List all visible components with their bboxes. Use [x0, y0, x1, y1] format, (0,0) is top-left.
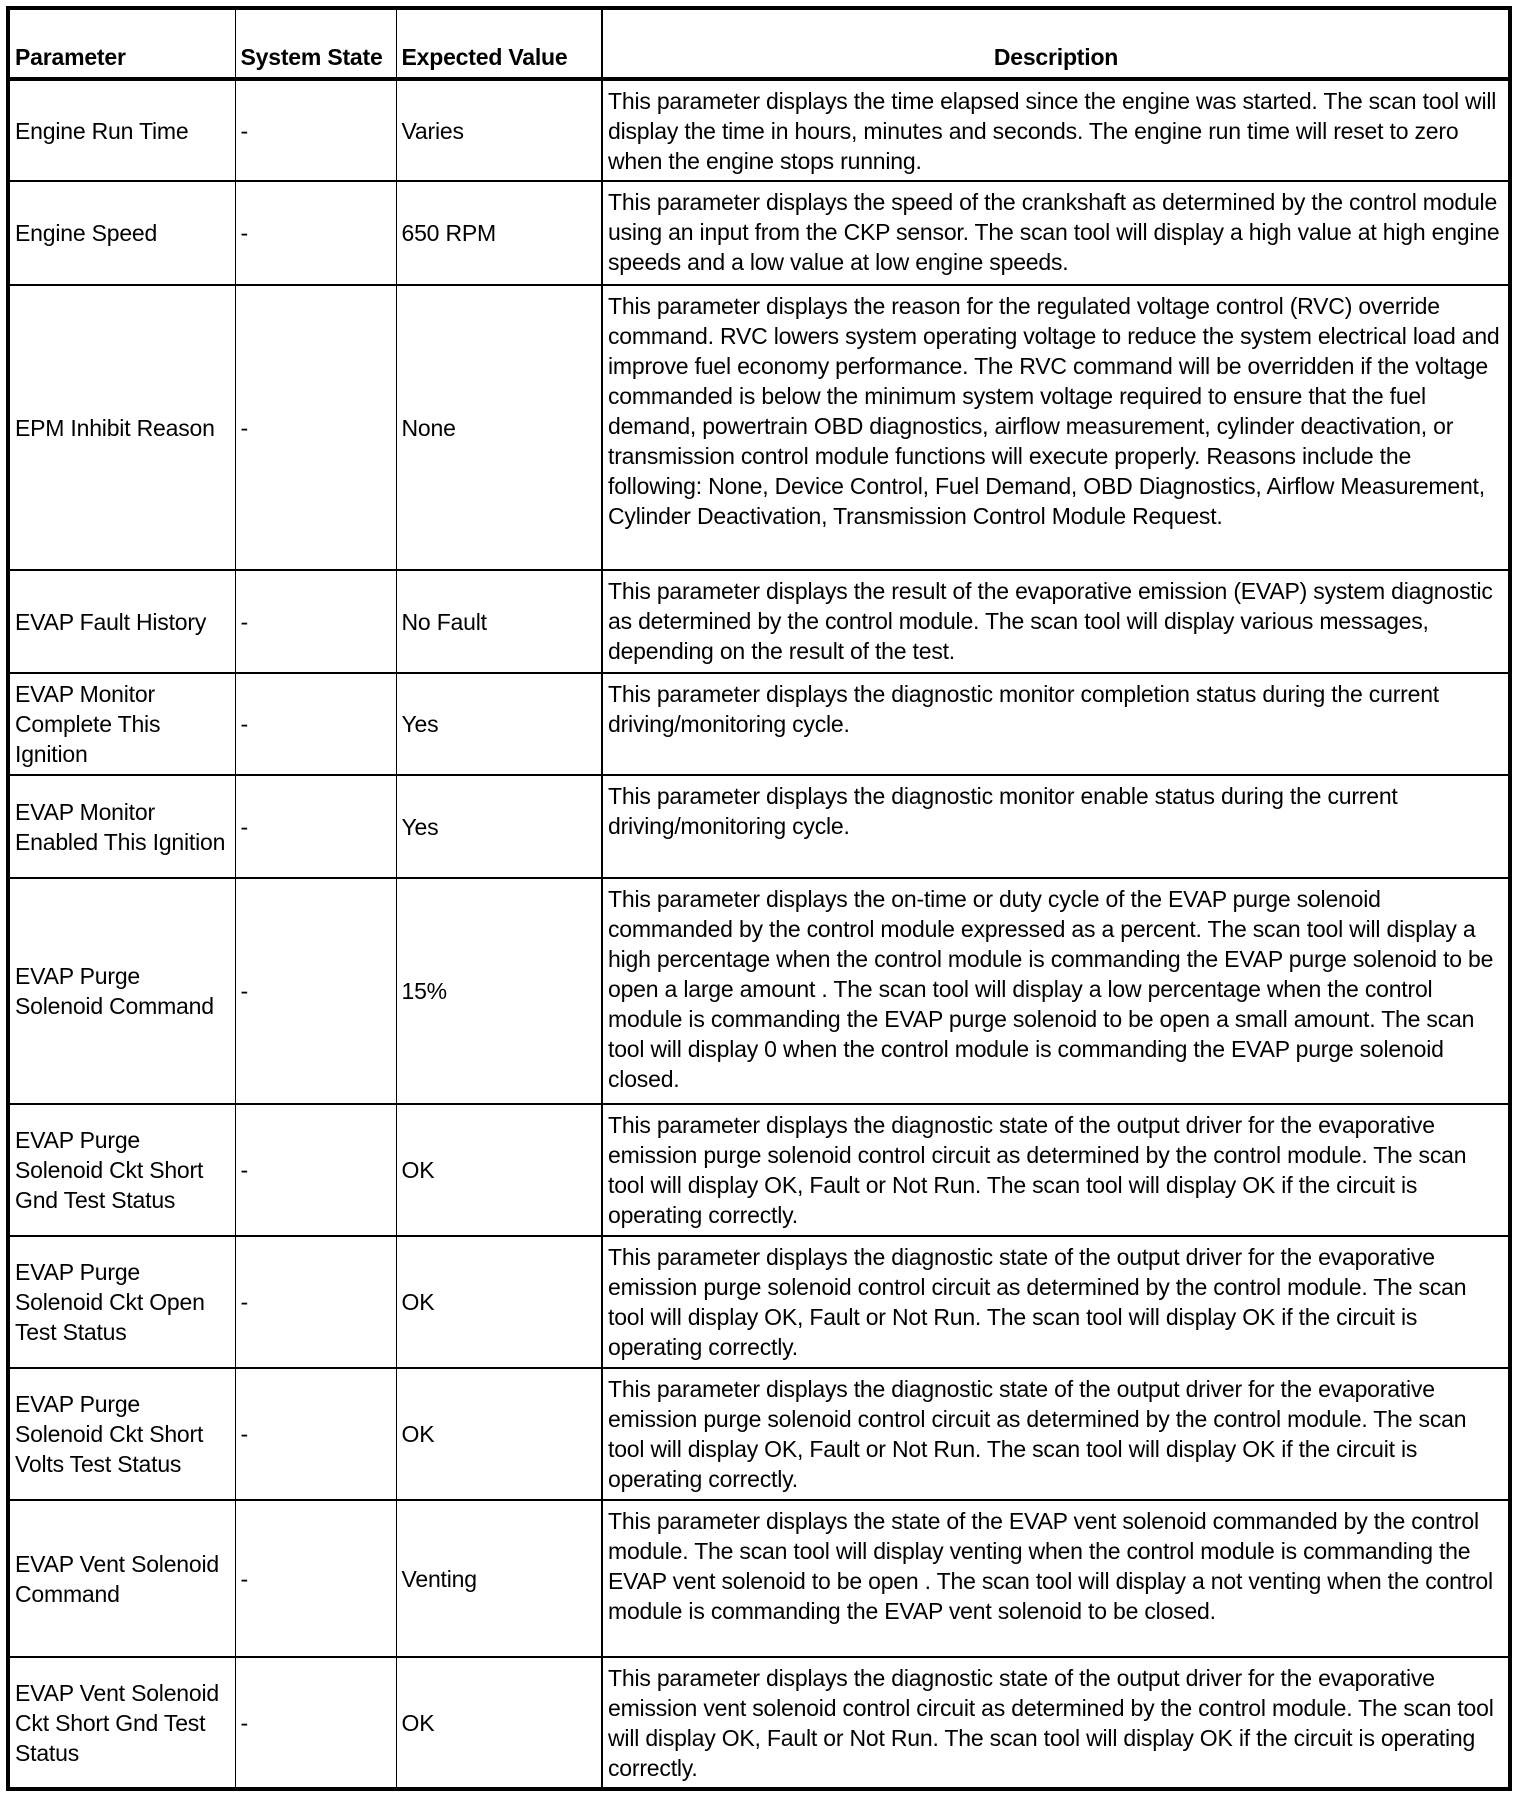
- expected-value-cell: Venting: [396, 1500, 602, 1657]
- description-cell: This parameter displays the time elapsed since the engine was started. The scan tool will display the time in hours, minutes and seconds. The engine run time will reset to zero when the engine stops running.: [602, 79, 1510, 181]
- parameter-cell: EPM Inhibit Reason: [8, 285, 235, 570]
- parameter-cell: Engine Run Time: [8, 79, 235, 181]
- parameter-cell: EVAP Purge Solenoid Ckt Short Volts Test Status: [8, 1368, 235, 1500]
- system-state-cell: -: [235, 181, 396, 285]
- expected-value-cell: Yes: [396, 673, 602, 775]
- description-cell: This parameter displays the on-time or duty cycle of the EVAP purge solenoid commanded by the control module expressed as a percent. The scan tool will display a high percentage when the control module is commanding the EVAP purge solenoid to be open a large amount . The scan tool will display a low percentage when the control module is commanding the EVAP purge solenoid to be open a small amount. The scan tool will display 0 when the control module is commanding the EVAP purge solenoid closed.: [602, 878, 1510, 1104]
- parameter-table: [6, 6, 1512, 1791]
- description-cell: This parameter displays the diagnostic state of the output driver for the evaporative emission vent solenoid control circuit as determined by the control module. The scan tool will display OK, Fault or Not Run. The scan tool will display OK if the circuit is operating correctly.: [602, 1657, 1510, 1789]
- expected-value-cell: OK: [396, 1236, 602, 1368]
- expected-value-cell: 650 RPM: [396, 181, 602, 285]
- table-row: [8, 181, 1510, 285]
- expected-value-cell: No Fault: [396, 570, 602, 673]
- system-state-cell: -: [235, 1500, 396, 1657]
- expected-value-cell: Yes: [396, 775, 602, 878]
- expected-value-cell: 15%: [396, 878, 602, 1104]
- table-row: [8, 878, 1510, 1104]
- description-cell: This parameter displays the diagnostic state of the output driver for the evaporative emission purge solenoid control circuit as determined by the control module. The scan tool will display OK, Fault or Not Run. The scan tool will display OK if the circuit is operating correctly.: [602, 1368, 1510, 1500]
- parameter-cell: EVAP Vent Solenoid Ckt Short Gnd Test Status: [8, 1657, 235, 1789]
- parameter-cell: EVAP Fault History: [8, 570, 235, 673]
- system-state-cell: -: [235, 79, 396, 181]
- parameter-cell: EVAP Monitor Enabled This Ignition: [8, 775, 235, 878]
- description-cell: This parameter displays the speed of the crankshaft as determined by the control module using an input from the CKP sensor. The scan tool will display a high value at high engine speeds and a low value at low engine speeds.: [602, 181, 1510, 285]
- table-row: [8, 79, 1510, 181]
- description-cell: This parameter displays the reason for the regulated voltage control (RVC) override command. RVC lowers system operating voltage to reduce the system electrical load and improve fuel economy performance. The RVC command will be overridden if the voltage commanded is below the minimum system voltage required to ensure that the fuel demand, powertrain OBD diagnostics, airflow measurement, cylinder deactivation, or transmission control module functions will execute properly. Reasons include the following: None, Device Control, Fuel Demand, OBD Diagnostics, Airflow Measurement, Cylinder Deactivation, Transmission Control Module Request.: [602, 285, 1510, 570]
- description-cell: This parameter displays the state of the EVAP vent solenoid commanded by the control module. The scan tool will display venting when the control module is commanding the EVAP vent solenoid to be open . The scan tool will display a not venting when the control module is commanding the EVAP vent solenoid to be closed.: [602, 1500, 1510, 1657]
- table-row: [8, 673, 1510, 775]
- table-header: [8, 8, 1510, 79]
- header-expected-value: Expected Value: [396, 8, 602, 79]
- parameter-cell: EVAP Purge Solenoid Ckt Open Test Status: [8, 1236, 235, 1368]
- table-row: [8, 1236, 1510, 1368]
- parameter-cell: Engine Speed: [8, 181, 235, 285]
- expected-value-cell: Varies: [396, 79, 602, 181]
- expected-value-cell: OK: [396, 1657, 602, 1789]
- system-state-cell: -: [235, 878, 396, 1104]
- description-cell: This parameter displays the diagnostic monitor enable status during the current driving/monitoring cycle.: [602, 775, 1510, 878]
- table-body: [8, 79, 1510, 1789]
- system-state-cell: -: [235, 1104, 396, 1236]
- header-row: [8, 8, 1510, 79]
- parameter-cell: EVAP Monitor Complete This Ignition: [8, 673, 235, 775]
- table-row: [8, 1104, 1510, 1236]
- expected-value-cell: OK: [396, 1104, 602, 1236]
- header-description: Description: [602, 8, 1510, 79]
- table-row: [8, 775, 1510, 878]
- table-row: [8, 1657, 1510, 1789]
- description-cell: This parameter displays the diagnostic state of the output driver for the evaporative emission purge solenoid control circuit as determined by the control module. The scan tool will display OK, Fault or Not Run. The scan tool will display OK if the circuit is operating correctly.: [602, 1104, 1510, 1236]
- system-state-cell: -: [235, 285, 396, 570]
- table-row: [8, 570, 1510, 673]
- header-system-state: System State: [235, 8, 396, 79]
- expected-value-cell: OK: [396, 1368, 602, 1500]
- parameter-cell: EVAP Vent Solenoid Command: [8, 1500, 235, 1657]
- table-row: [8, 285, 1510, 570]
- system-state-cell: -: [235, 1657, 396, 1789]
- parameter-cell: EVAP Purge Solenoid Command: [8, 878, 235, 1104]
- description-cell: This parameter displays the diagnostic state of the output driver for the evaporative emission purge solenoid control circuit as determined by the control module. The scan tool will display OK, Fault or Not Run. The scan tool will display OK if the circuit is operating correctly.: [602, 1236, 1510, 1368]
- parameter-cell: EVAP Purge Solenoid Ckt Short Gnd Test Status: [8, 1104, 235, 1236]
- header-parameter: Parameter: [8, 8, 235, 79]
- description-cell: This parameter displays the diagnostic monitor completion status during the current driving/monitoring cycle.: [602, 673, 1510, 775]
- system-state-cell: -: [235, 1368, 396, 1500]
- description-cell: This parameter displays the result of the evaporative emission (EVAP) system diagnostic as determined by the control module. The scan tool will display various messages, depending on the result of the test.: [602, 570, 1510, 673]
- system-state-cell: -: [235, 1236, 396, 1368]
- table-row: [8, 1368, 1510, 1500]
- table-row: [8, 1500, 1510, 1657]
- system-state-cell: -: [235, 673, 396, 775]
- system-state-cell: -: [235, 775, 396, 878]
- expected-value-cell: None: [396, 285, 602, 570]
- system-state-cell: -: [235, 570, 396, 673]
